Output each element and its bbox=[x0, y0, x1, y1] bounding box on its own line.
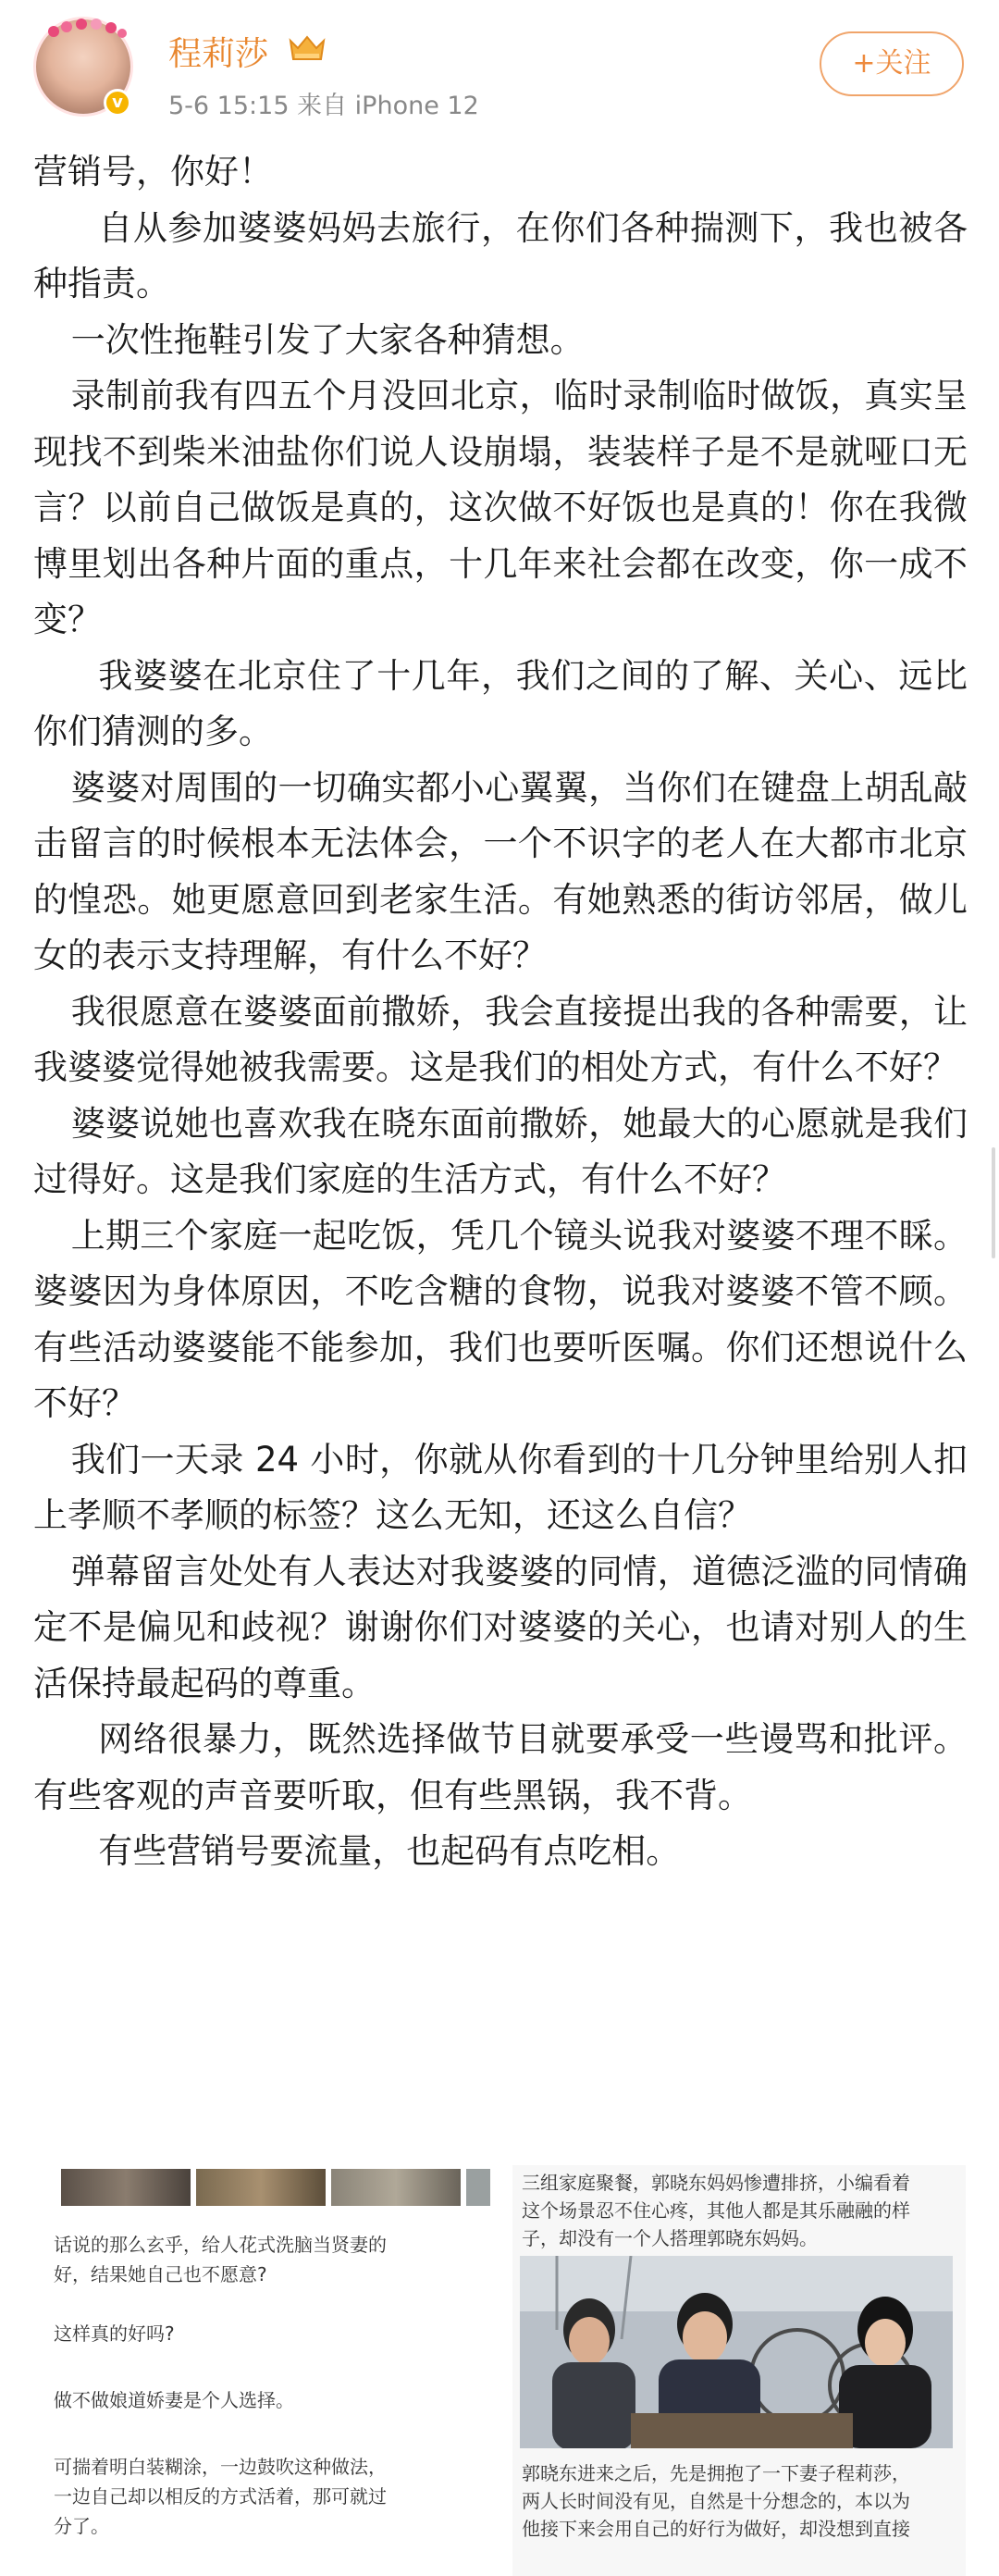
post-body bbox=[33, 144, 968, 1880]
post-paragraph: 弹幕留言处处有人表达对我婆婆的同情，道德泛滥的同情确定不是偏见和歧视？谢谢你们对婆婆的关心，也请对别人的生活保持最起码的尊重。 bbox=[33, 1551, 968, 1703]
post-paragraph: 婆婆说她也喜欢我在晓东面前撒娇，她最大的心愿就是我们过得好。这是我们家庭的生活方式，有什么不好？ bbox=[33, 1103, 968, 1199]
embedded-text-line: 他接下来会用自己的好行为做好，却没想到直接 bbox=[522, 2518, 910, 2540]
post-paragraph: 录制前我有四五个月没回北京，临时录制临时做饭，真实呈现找不到柴米油盐你们说人设崩塌，装装样子是不是就哑口无言？以前自己做饭是真的，这次做不好饭也是真的！你在我微博里划出各种片面的重点，十几年来社会都在改变，你一成不变？ bbox=[33, 376, 968, 639]
photo-illustration bbox=[520, 2256, 953, 2448]
dinner-scene-photo bbox=[520, 2256, 953, 2448]
post-source: 来自 iPhone 12 bbox=[297, 92, 479, 120]
verified-badge-icon: v bbox=[104, 89, 131, 117]
embedded-image-right[interactable] bbox=[512, 2165, 966, 2576]
video-thumbnail-strip bbox=[61, 2169, 490, 2206]
post-paragraph: 婆婆对周围的一切确实都小心翼翼，当你们在键盘上胡乱敲击留言的时候根本无法体会，一个不识字的老人在大都市北京的惶恐。她更愿意回到老家生活。有她熟悉的街访邻居，做儿女的表示支持理解，有什么不好？ bbox=[33, 767, 968, 975]
post-header bbox=[0, 0, 999, 139]
embedded-text-line: 话说的那么玄乎，给人花式洗脑当贤妻的 bbox=[54, 2234, 387, 2256]
username[interactable]: 程莉莎 bbox=[168, 35, 269, 73]
embedded-text-line: 可揣着明白装糊涂，一边鼓吹这种做法， bbox=[54, 2456, 387, 2478]
post-paragraph: 我很愿意在婆婆面前撒娇，我会直接提出我的各种需要，让我婆婆觉得她被我需要。这是我们的相处方式，有什么不好？ bbox=[33, 991, 968, 1087]
post-time: 5-6 15:15 bbox=[168, 92, 290, 120]
post-paragraph: 自从参加婆婆妈妈去旅行，在你们各种揣测下，我也被各种指责。 bbox=[33, 207, 968, 303]
image-gap bbox=[500, 2160, 505, 2576]
embedded-text-line: 两人长时间没有见，自然是十分想念的，本以为 bbox=[522, 2490, 910, 2512]
post-paragraph: 我们一天录 24 小时，你就从你看到的十几分钟里给别人扣上孝顺不孝顺的标签？这么无知，还这么自信？ bbox=[33, 1439, 968, 1535]
embedded-text-line: 这个场景忍不住心疼，其他人都是其乐融融的样 bbox=[522, 2199, 910, 2222]
flower-headband-icon bbox=[44, 17, 130, 41]
embedded-text-line: 一边自己却以相反的方式活着，那可就过 bbox=[54, 2485, 387, 2508]
post-paragraph: 一次性拖鞋引发了大家各种猜想。 bbox=[70, 319, 585, 360]
embedded-text-line: 分了。 bbox=[54, 2515, 109, 2537]
post-paragraph: 上期三个家庭一起吃饭，凭几个镜头说我对婆婆不理不睬。婆婆因为身体原因，不吃含糖的食物，说我对婆婆不管不顾。有些活动婆婆能不能参加，我们也要听医嘱。你们还想说什么不好？ bbox=[33, 1215, 968, 1423]
post-paragraph: 我婆婆在北京住了十几年，我们之间的了解、关心、远比你们猜测的多。 bbox=[33, 655, 968, 751]
embedded-text-line: 三组家庭聚餐，郭晓东妈妈惨遭排挤，小编看着 bbox=[522, 2172, 910, 2194]
embedded-text-line: 子，却没有一个人搭理郭晓东妈妈。 bbox=[522, 2227, 818, 2249]
post-meta bbox=[168, 85, 479, 121]
scrollbar[interactable] bbox=[992, 1147, 995, 1258]
embedded-image-left[interactable] bbox=[33, 2160, 490, 2576]
follow-button[interactable]: +关注 bbox=[820, 31, 964, 96]
post-paragraph: 有些营销号要流量，也起码有点吃相。 bbox=[98, 1831, 681, 1871]
embedded-text-line: 这样真的好吗? bbox=[54, 2322, 175, 2345]
post-paragraph: 网络很暴力，既然选择做节目就要承受一些谩骂和批评。有些客观的声音要听取，但有些黑锅，我不背。 bbox=[33, 1719, 968, 1815]
embedded-text-line: 做不做娘道娇妻是个人选择。 bbox=[54, 2389, 294, 2411]
embedded-text-line: 郭晓东进来之后，先是拥抱了一下妻子程莉莎， bbox=[522, 2462, 910, 2484]
vip-crown-icon[interactable] bbox=[287, 31, 327, 65]
post-paragraph: 营销号，你好！ bbox=[33, 152, 273, 192]
embedded-text-line: 好，结果她自己也不愿意? bbox=[54, 2263, 267, 2285]
